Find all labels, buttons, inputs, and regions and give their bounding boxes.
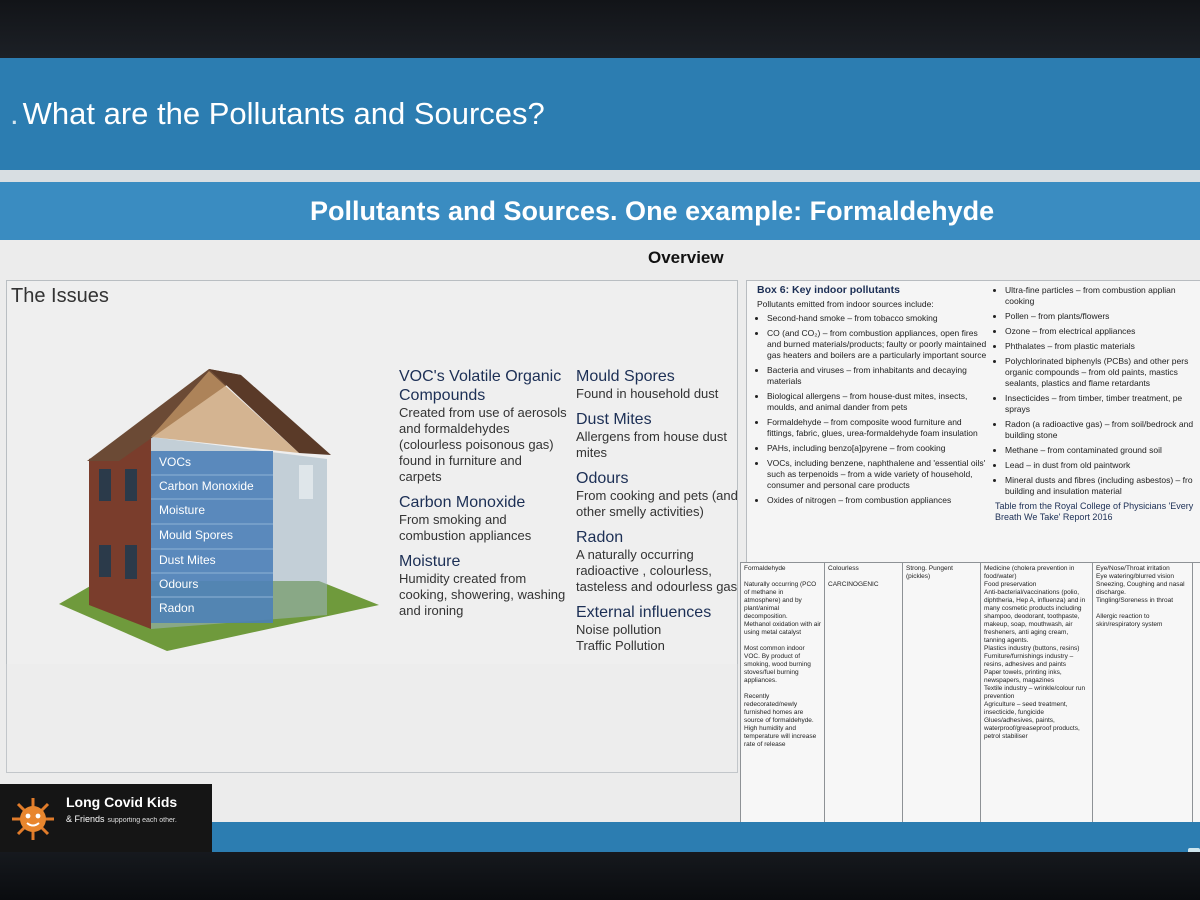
issue-desc: Created from use of aerosols and formaldehydes (colourless poisonous gas) found in furniture and carpets	[399, 405, 567, 484]
window	[99, 545, 111, 577]
slide-title-text: What are the Pollutants and Sources?	[22, 96, 545, 131]
issues-column-1	[399, 367, 567, 627]
list-item: • Oxides of nitrogen – from combustion appliances	[767, 495, 987, 506]
list-item: • Bacteria and viruses – from inhabitants and decaying materials	[767, 365, 987, 387]
slide-title: . What are the Pollutants and Sources?	[10, 96, 545, 131]
issue-title: Mould Spores	[576, 368, 675, 385]
box6-title: Box 6: Key indoor pollutants	[757, 284, 900, 296]
table-cell-text: Eye/Nose/Throat irritation Eye watering/blurred vision Sneezing, Coughing and nasal discharge. Tingling/Soreness in throat Allergic reaction to skin/respiratory system	[1096, 565, 1185, 628]
table-column-uses	[981, 563, 1093, 827]
table-column-symptoms	[1093, 563, 1193, 827]
inner-slide-title: Pollutants and Sources. One example: Formaldehyde	[310, 196, 995, 226]
table-column-colour	[825, 563, 903, 827]
issue-title: Radon	[576, 529, 624, 546]
brand-sub: supporting each other.	[107, 817, 177, 824]
list-item: • Lead – in dust from old paintwork	[1005, 460, 1197, 471]
table-column-formaldehyde	[741, 563, 825, 827]
issue-desc: From cooking and pets (and other smelly activities)	[576, 488, 738, 519]
list-item: • Pollen – from plants/flowers	[1005, 311, 1197, 322]
brand-line-text: & Friends	[66, 814, 105, 824]
key-indoor-pollutants-box	[746, 280, 1200, 608]
list-item: • Ozone – from electrical appliances	[1005, 326, 1197, 337]
list-item: • Insecticides – from timber, timber treatment, pe sprays	[1005, 393, 1197, 415]
overview-label: Overview	[648, 248, 724, 267]
issue-desc: A naturally occurring radioactive , colourless, tasteless and odourless gas	[576, 547, 738, 594]
formaldehyde-table	[740, 562, 1200, 828]
table-cell-text: Strong. Pungent (pickles)	[906, 565, 953, 580]
list-item: • CO (and CO₂) – from combustion appliances, open fires and burned materials/products; faulty or poorly maintained gas heaters and boilers are a particularly important source	[767, 328, 987, 361]
list-item: • Ultra-fine particles – from combustion applian cooking	[1005, 285, 1197, 307]
brand-name: Long Covid Kids	[66, 794, 178, 810]
box6-left-list	[757, 313, 987, 506]
issue-desc: From smoking and combustion appliances	[399, 512, 532, 543]
slide-screen	[0, 58, 1200, 858]
issue-title: Moisture	[399, 553, 461, 570]
box6-intro: Pollutants emitted from indoor sources include:	[757, 299, 934, 309]
virus-mascot-icon	[8, 794, 58, 844]
issue-desc: Noise pollution Traffic Pollution	[576, 622, 665, 653]
box6-right-column	[995, 285, 1197, 523]
list-item: • Formaldehyde – from composite wood furniture and fittings, fabric, glues, urea-formaldehyde foam insulation	[767, 417, 987, 439]
empty-notes-area	[6, 664, 738, 773]
brand-line	[66, 814, 177, 824]
issue-desc: Found in household dust	[576, 386, 719, 401]
list-item: • Mineral dusts and fibres (including asbestos) – fro building and insulation material	[1005, 475, 1197, 497]
monitor-bezel-top	[0, 0, 1200, 58]
house-label-odours: Odours	[159, 577, 199, 591]
slide-header	[0, 58, 1200, 170]
issue-title: External influences	[576, 604, 712, 621]
list-item: • Biological allergens – from house-dust mites, insects, moulds, and animal dander from pets	[767, 391, 987, 413]
house-label-vocs: VOCs	[159, 455, 192, 469]
house-label-carbon-monoxide: Carbon Monoxide	[159, 479, 254, 493]
box6-source-note: Table from the Royal College of Physicians 'Every Breath We Take' Report 2016	[995, 501, 1194, 522]
house-label-radon: Radon	[159, 601, 195, 615]
box6-right-list	[995, 285, 1197, 497]
table-cell-text: Colourless CARCINOGENIC	[828, 565, 879, 588]
window	[125, 545, 137, 579]
window	[299, 465, 313, 499]
issue-title: Odours	[576, 470, 629, 487]
issues-column-2	[576, 367, 744, 662]
inner-slide-body	[0, 240, 1200, 828]
table-column-odour	[903, 563, 981, 827]
table-cell-text: Formaldehyde Naturally occurring (PCO of methane in atmosphere) and by plant/animal decomposition. Methanol oxidation with air using metal catalyst Most common indoor VOC. By product of smoking, wood burning stoves/fuel burning appliances. Recently redecorated/newly furnished homes are source of formaldehyde. High humidity and temperature will increase rate of release	[744, 565, 821, 748]
inner-slide-header	[0, 182, 1200, 240]
divider-band	[0, 170, 1200, 182]
list-item: • PAHs, including benzo[a]pyrene – from cooking	[767, 443, 987, 454]
list-item: • Radon (a radioactive gas) – from soil/bedrock and building stone	[1005, 419, 1197, 441]
issue-desc: Allergens from house dust mites	[576, 429, 728, 460]
house-label-mould-spores: Mould Spores	[159, 528, 234, 542]
table-cell-text: Medicine (cholera prevention in food/water) Food preservation Anti-bacterial/vaccinations (polio, diphtheria, Hep A, influenza) and in many cosmetic products including shampoo, deodorant, toothpaste, makeup, soap, mouthwash, air fresheners, anti aging cream, tanning agents. Plastics industry (buttons, resins) Furniture/furnishings industry – resins, adhesives and paints Paper towels, printing inks, newspapers, magazines Textile industry – wrinkle/colour run prevention Agriculture – seed treatment, insecticide, fungicide Glues/adhesives, paints, waterproof/greaseproof products, petrol stabiliser	[984, 565, 1086, 740]
list-item: • Phthalates – from plastic materials	[1005, 341, 1197, 352]
list-item: • Methane – from contaminated ground soil	[1005, 445, 1197, 456]
house-cutaway-illustration	[59, 369, 384, 659]
brand-logo	[0, 784, 212, 858]
house-label-dust-mites: Dust Mites	[159, 553, 216, 567]
list-item: • VOCs, including benzene, naphthalene and 'essential oils' such as terpenoids – from a wide variety of household, consumer and personal care products	[767, 458, 987, 491]
issues-heading: The Issues	[11, 285, 109, 307]
issue-title: Dust Mites	[576, 411, 652, 428]
house-side-wall	[89, 437, 151, 629]
monitor-bezel-bottom	[0, 852, 1200, 900]
box6-left-column	[757, 285, 987, 510]
issue-title: VOC's Volatile Organic Compounds	[399, 368, 562, 404]
list-item: • Polychlorinated biphenyls (PCBs) and other pers organic compounds – from old paints, mastics sealants, plastics and flame retardants	[1005, 356, 1197, 389]
window	[125, 469, 137, 501]
issue-desc: Humidity created from cooking, showering, washing and ironing	[399, 571, 566, 618]
issues-panel	[6, 280, 738, 666]
window	[99, 469, 111, 501]
issue-title: Carbon Monoxide	[399, 494, 526, 511]
house-label-moisture: Moisture	[159, 503, 206, 517]
list-item: • Second-hand smoke – from tobacco smoking	[767, 313, 987, 324]
